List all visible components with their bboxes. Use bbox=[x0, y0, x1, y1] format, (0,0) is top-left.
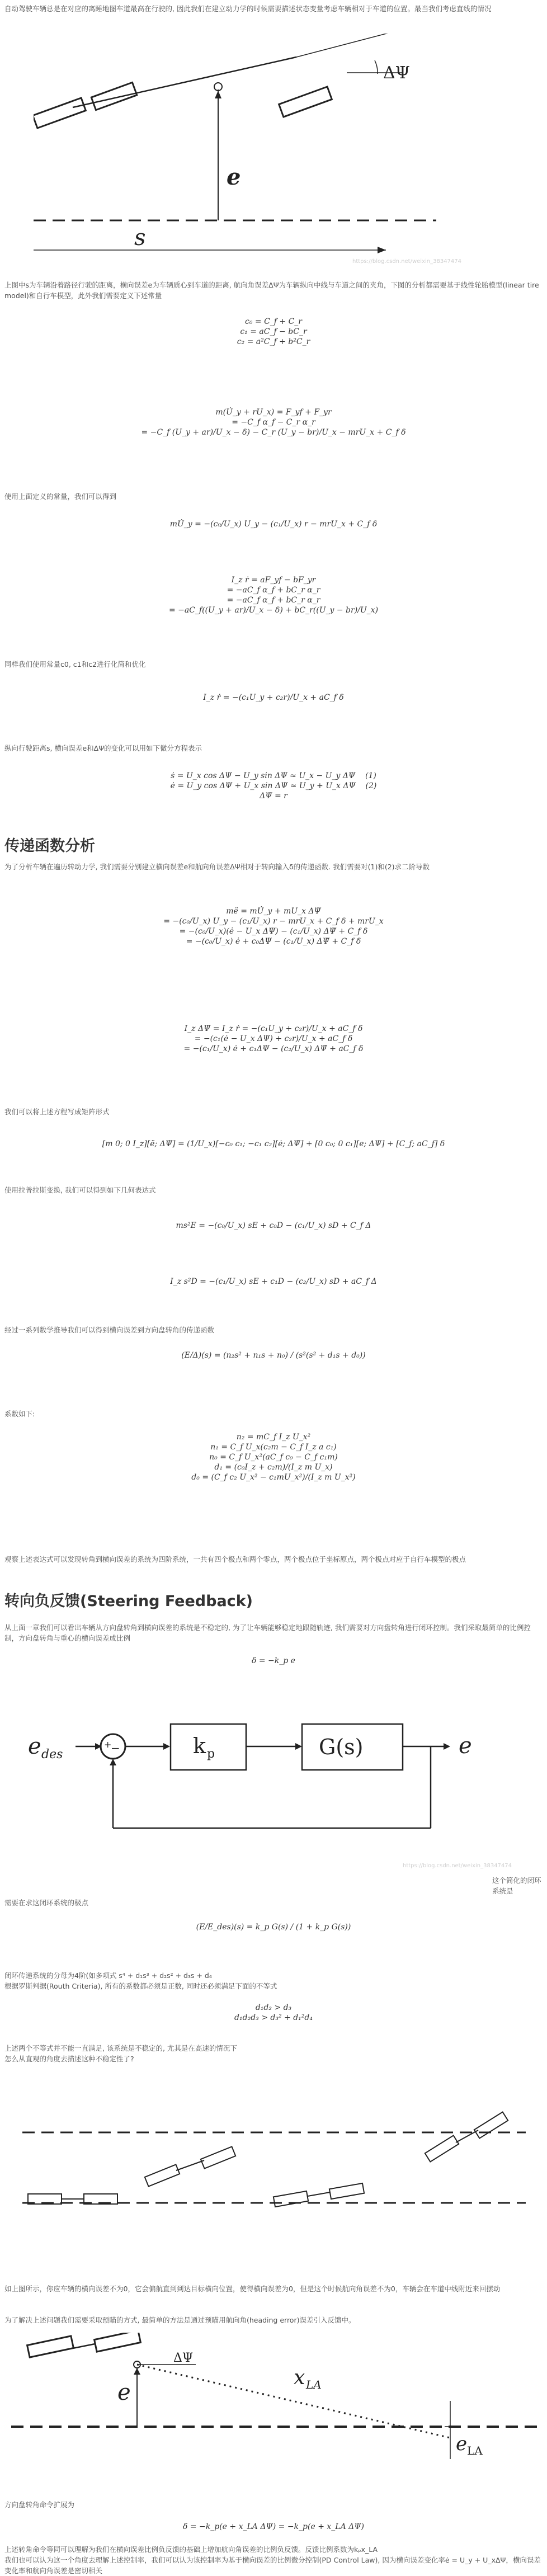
figure-lookahead bbox=[11, 2333, 537, 2484]
equation-transfer bbox=[0, 1350, 547, 1360]
paragraph-6: 我们可以将上述方程写成矩阵形式 bbox=[4, 1108, 110, 1116]
paragraph-1: 上图中s为车辆沿着路径行驶的距离，横向误差e为车辆质心到车道的距离, 航向角误差ΔΨ为车辆纵向中线与车道之间的夹角，下图的分析都需要基于线性轮胎模型(linear tire model)和自行车模型，此外我们需要定义下述常量 bbox=[4, 281, 539, 300]
equation-line: n₂ = mC_f I_z U_x² bbox=[236, 1433, 311, 1442]
figure-oscillation bbox=[22, 2070, 537, 2271]
equation-line: (E/E_des)(s) = k_p G(s) / (1 + k_p G(s)) bbox=[196, 1923, 351, 1932]
paragraph-7: 使用拉普拉斯变换, 我们可以得到如下几何表达式 bbox=[4, 1186, 156, 1194]
e-des-sub: des bbox=[41, 1748, 63, 1762]
equation-line: mU̇_y = −(c₀/U_x) U_y − (c₁/U_x) r − mrU_x + C_f δ bbox=[169, 520, 378, 529]
equation-line: I_z ṙ = −(c₁U_y + c₂r)/U_x + aC_f δ bbox=[203, 693, 344, 702]
equation-line: [m 0; 0 I_z][ë; ΔΨ̈] = (1/U_x)[−c₀ c₁; −c₁ c₂][ė; ΔΨ̇] + [0 c₀; 0 c₁][e; ΔΨ] + [C_f; aC_f] δ bbox=[102, 1139, 445, 1148]
equation-line: = −(c₀/U_x) ė + c₀ΔΨ − (c₁/U_x) ΔΨ̇ + C_f δ bbox=[186, 937, 361, 946]
e-des-label: e bbox=[28, 1734, 41, 1759]
equation-line: = −(c₁(ė − U_x ΔΨ) + c₂r)/U_x + aC_f δ bbox=[194, 1034, 353, 1043]
equation-routh bbox=[0, 2003, 547, 2023]
figure-vehicle-lane bbox=[34, 34, 537, 257]
equation-yaw bbox=[0, 575, 547, 615]
heading-steering-feedback: 转向负反馈(Steering Feedback) bbox=[4, 1593, 253, 1610]
path-distance-label: s bbox=[134, 225, 146, 251]
plus-sign: + bbox=[104, 1739, 112, 1750]
equation-yaw-simplified bbox=[0, 693, 547, 703]
paragraph-14: 闭环传递系统的分母为4阶(如多项式 s⁴ + d₁s³ + d₂s² + d₃s + d₄ 根据罗斯判据(Routh Criteria), 所有的系数都必须是正数, 同时还必须满足下面的不等式 bbox=[4, 1971, 277, 1990]
equation-line: d₁d₂ > d₃ bbox=[255, 2003, 292, 2012]
equation-constants bbox=[0, 317, 547, 347]
equation-line: ṡ = U_x cos ΔΨ − U_y sin ΔΨ ≈ U_x − U_y ΔΨ (1) bbox=[171, 771, 376, 780]
paragraph-12: 这个简化的闭环系统是 bbox=[492, 1876, 541, 1895]
paragraph-16: 如上图所示，你应车辆的横向误差不为0，它会偏航直到到达目标横向位置，使得横向误差为0，但是这个时候航向角误差不为0，车辆会在车道中线附近来回摆动 bbox=[4, 2285, 501, 2293]
paragraph-8: 经过一系列数学推导我们可以得到横向误差到方向盘转角的传递函数 bbox=[4, 1326, 215, 1334]
intro-paragraph: 自动驾驶车辆总是在对应的离睡地图车道最高在行驶的, 因此我们在建立动力学的时候需要描述状态变量考虑车辆相对于车道的位置。最当我们考虑直线的情况 bbox=[4, 4, 492, 13]
equation-uy-dot bbox=[0, 519, 547, 529]
paragraph-11: 从上面一章我们可以看出车辆从方向盘转角到横向误差的系统是不稳定的, 为了让车辆能够稳定地跟随轨迹, 我们需要对方向盘转角进行闭环控制。我们采取最简单的比例控制，方向盘转角与重心的横向误差成比例 bbox=[4, 1623, 531, 1642]
equation-line: δ = −k_p(e + x_LA ΔΨ) = −k_p(e + x_LA ΔΨ) bbox=[182, 2522, 364, 2531]
e-la-label: e bbox=[456, 2433, 468, 2455]
paragraph-10: 观察上述表达式可以发现转角到横向误差的系统为四阶系统，一共有四个极点和两个零点，两个极点位于坐标原点，两个极点对应于自行车模型的极点 bbox=[4, 1555, 466, 1564]
paragraph-18: 方向盘转角命令扩展为 bbox=[4, 2500, 75, 2509]
equation-line: d₁d₂d₃ > d₃² + d₁²d₄ bbox=[234, 2013, 313, 2022]
x-la-label: x bbox=[294, 2366, 305, 2389]
paragraph-5: 为了分析车辆在遍历转动力学, 我们需要分别建立横向误差e和航向角误差ΔΨ相对于转向输入δ的传递函数. 我们需要对(1)和(2)求二阶导数 bbox=[4, 863, 430, 871]
equation-line: d₁ = (c₀I_z + c₂m)/(I_z m U_x) bbox=[214, 1463, 333, 1472]
delta-psi-label: ΔΨ bbox=[173, 2351, 194, 2365]
equation-line: = −(c₀/U_x) U_y − (c₁/U_x) r − mrU_x + C_f δ + mrU_x bbox=[163, 917, 384, 926]
equation-line: = −(c₀/U_x)(ė − U_x ΔΨ) − (c₁/U_x) ΔΨ̇ + C_f δ bbox=[179, 927, 368, 936]
heading-transfer-function: 传递函数分析 bbox=[4, 837, 95, 855]
equation-line: δ = −k_p e bbox=[252, 1656, 295, 1665]
delta-psi-label: ΔΨ bbox=[383, 63, 410, 83]
equation-kinematics bbox=[0, 771, 547, 801]
equation-line: ė = U_y cos ΔΨ + U_x sin ΔΨ ≈ U_y + U_x ΔΨ (2) bbox=[170, 781, 377, 790]
equation-e-ddot bbox=[0, 906, 547, 946]
equation-line: m(U̇_y + rU_x) = F_yf + F_yr bbox=[215, 408, 332, 417]
equation-line: = −aC_f α_f + bC_r α_r bbox=[227, 586, 320, 595]
equation-closed-loop bbox=[0, 1922, 547, 1932]
equation-proportional bbox=[0, 1656, 547, 1666]
paragraph-17: 为了解决上述问题我们需要采取预瞄的方式, 最简单的方法是通过预瞄用航向角(heading error)误差引入反馈中。 bbox=[4, 2316, 356, 2324]
equation-line: I_z s²D = −(c₁/U_x) sE + c₁D − (c₂/U_x) sD + aC_f Δ bbox=[170, 1277, 377, 1286]
lateral-error-label: e bbox=[117, 2380, 131, 2405]
paragraph-15: 上述两个不等式并不能一直满足, 该系统是不稳定的, 尤其是在高速的情况下 怎么从直观的角度去描述这种不稳定性了? bbox=[4, 2044, 237, 2063]
equation-line: I_z ṙ = aF_yf − bF_yr bbox=[231, 576, 316, 585]
gs-label: G(s) bbox=[319, 1735, 364, 1759]
watermark: https://blog.csdn.net/weixin_38347474 bbox=[403, 1863, 512, 1869]
paragraph-9: 系数如下: bbox=[4, 1410, 35, 1418]
equation-line: c₀ = C_f + C_r bbox=[244, 317, 302, 326]
equation-line: (E/Δ)(s) = (n₂s² + n₁s + n₀) / (s²(s² + d₁s + d₀)) bbox=[181, 1351, 366, 1360]
equation-lookahead bbox=[0, 2522, 547, 2532]
equation-line: = −(c₁/U_x) ė + c₁ΔΨ − (c₂/U_x) ΔΨ̇ + aC_f δ bbox=[183, 1044, 364, 1053]
equation-line: = −C_f α_f − C_r α_r bbox=[232, 418, 315, 427]
equation-line: n₀ = C_f U_x²(aC_f c₀ − C_f c₁m) bbox=[209, 1453, 338, 1462]
equation-line: c₂ = a²C_f + b²C_r bbox=[237, 337, 310, 346]
equation-laplace-psi bbox=[0, 1277, 547, 1287]
equation-psi-ddot bbox=[0, 1024, 547, 1054]
e-la-sub: LA bbox=[467, 2444, 483, 2457]
watermark: https://blog.csdn.net/weixin_38347474 bbox=[352, 258, 462, 265]
equation-line: ms²E = −(c₀/U_x) sE + c₀D − (c₁/U_x) sD + C_f Δ bbox=[176, 1221, 371, 1230]
equation-line: = −aC_f((U_y + ar)/U_x − δ) + bC_r((U_y − br)/U_x) bbox=[168, 606, 379, 615]
equation-coefficients bbox=[0, 1432, 547, 1482]
equation-line: I_z ΔΨ̈ = I_z ṙ = −(c₁U_y + c₂r)/U_x + aC_f δ bbox=[184, 1024, 363, 1033]
equation-line: më = mU̇_y + mU_x ΔΨ̇ bbox=[226, 907, 321, 916]
equation-line: d₀ = (C_f c₂ U_x² − c₁mU_x²)/(I_z m U_x²) bbox=[191, 1473, 356, 1482]
equation-line: c₁ = aC_f − bC_r bbox=[240, 327, 307, 336]
equation-matrix bbox=[0, 1139, 547, 1149]
x-la-sub: LA bbox=[306, 2378, 322, 2391]
equation-line: = −C_f (U_y + ar)/U_x − δ) − C_r (U_y − br)/U_x − mrU_x + C_f δ bbox=[141, 428, 406, 437]
lateral-error-label: e bbox=[227, 164, 241, 190]
minus-sign: − bbox=[111, 1741, 120, 1755]
equation-line: = −aC_f α_f + bC_r α_r bbox=[227, 596, 320, 605]
equation-laplace-e bbox=[0, 1221, 547, 1231]
paragraph-2: 使用上面定义的常量，我们可以得到 bbox=[4, 492, 117, 501]
block-diagram bbox=[17, 1701, 520, 1857]
kp-sub: p bbox=[207, 1747, 215, 1761]
equation-line: n₁ = C_f U_x(c₂m − C_f I_z a c₁) bbox=[210, 1443, 337, 1452]
paragraph-13: 需要在求这闭环系统的极点 bbox=[4, 1899, 89, 1907]
kp-label: k bbox=[193, 1734, 206, 1758]
output-e-label: e bbox=[459, 1733, 472, 1759]
paragraph-3: 同样我们使用常量c0, c1和c2进行化简和优化 bbox=[4, 660, 146, 668]
paragraph-4: 纵向行驶距离s, 横向误差e和ΔΨ的变化可以用如下微分方程表示 bbox=[4, 744, 202, 752]
equation-line: ΔΨ̇ = r bbox=[260, 792, 287, 800]
equation-lateral-force bbox=[0, 407, 547, 437]
vehicle-sketch bbox=[34, 34, 403, 220]
paragraph-19: 上述转角命令等同可以理解为我们在横向误差比例负反馈的基础上增加航向角误差的比例负反馈。反馈比例系数为kₚx_LA 我们也可以认为这一个角度去理解上述控制率，我们可以认为该控制率为基于横向误差的比例微分控制(PD Control Law), 因为横向误差变化率ė = U_y + U_xΔΨ，横向误差变化率和航向角误差是密切相关 bbox=[4, 2545, 541, 2575]
